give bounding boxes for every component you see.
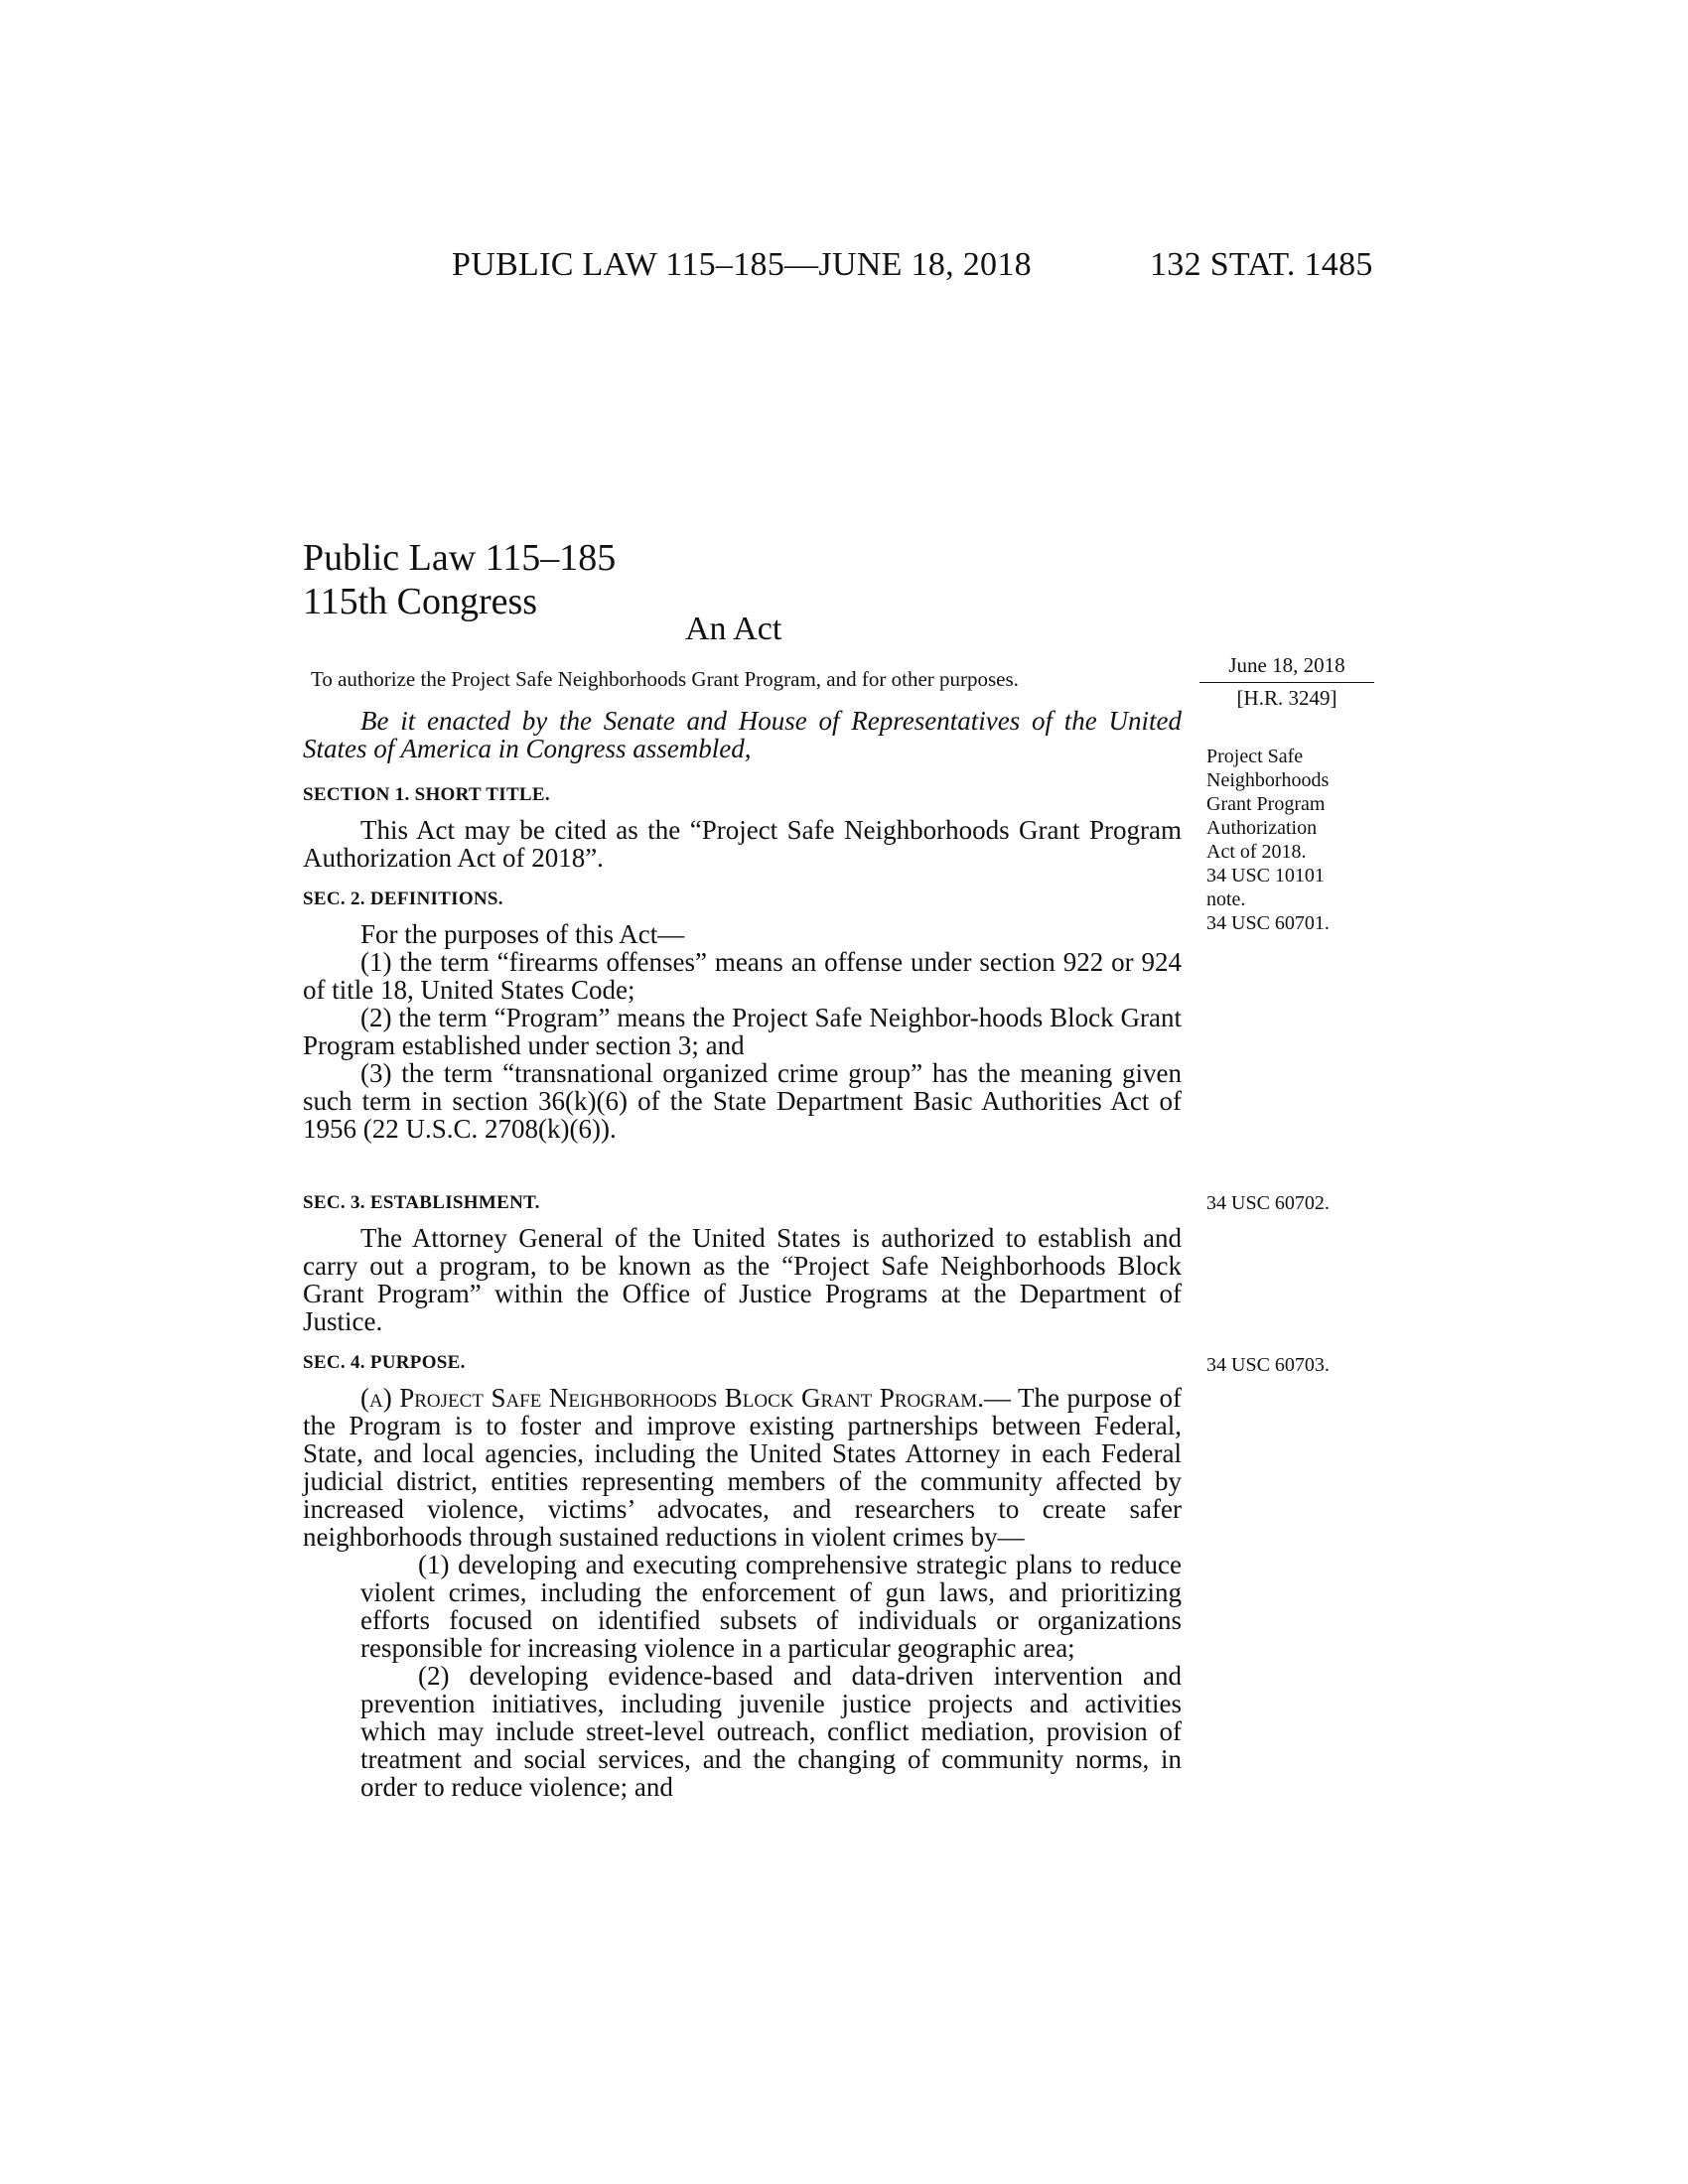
enacting-clause-text: Be it enacted by the Senate and House of Representatives of the United States of America in Congress assembled, xyxy=(303,706,1182,763)
section-4a xyxy=(303,1384,1182,1551)
margin-note-short-title xyxy=(1206,745,1330,935)
margin-line: Act of 2018. xyxy=(1206,841,1307,863)
page-number: 132 STAT. 1485 xyxy=(1150,246,1373,283)
enacting-clause xyxy=(303,707,1182,762)
section-2-body xyxy=(303,920,1182,1143)
section-2-intro: For the purposes of this Act— xyxy=(360,919,685,949)
section-2-para-1: (1) the term “firearms offenses” means an offense under section 922 or 924 of title 18, United States Code; xyxy=(303,947,1182,1005)
margin-line: 34 USC 10101 xyxy=(1206,865,1325,887)
section-4-para-2: (2) developing evidence-based and data-driven intervention and prevention initiatives, including juvenile justice projects and activities which may include street-level outreach, conflict mediation, provision of treatment and social services, and the changing of community norms, in order to reduce violence; and xyxy=(360,1661,1182,1802)
act-heading: An Act xyxy=(685,611,782,647)
section-3-text: The Attorney General of the United States is authorized to establish and carry out a program, to be known as the “Project Safe Neighborhoods Block Grant Program” within the Office of Justice Programs at the Department of Justice. xyxy=(303,1223,1182,1336)
margin-line: Project Safe xyxy=(1206,746,1304,767)
margin-note-sec3: 34 USC 60702. xyxy=(1206,1192,1330,1214)
margin-line: Authorization xyxy=(1206,817,1318,839)
running-head-title: PUBLIC LAW 115–185—JUNE 18, 2018 xyxy=(452,246,1032,283)
bill-number: [H.R. 3249] xyxy=(1236,686,1337,710)
margin-line: 34 USC 60701. xyxy=(1206,912,1330,934)
margin-line: note. xyxy=(1206,888,1246,910)
section-4a-heading: (a) Project Safe Neighborhoods Block Grant Program.— xyxy=(360,1383,1011,1413)
section-2-para-2: (2) the term “Program” means the Project Safe Neighbor-hoods Block Grant Program established under section 3; and xyxy=(303,1003,1182,1060)
margin-line: Neighborhoods xyxy=(1206,769,1330,791)
section-3-heading: SEC. 3. ESTABLISHMENT. xyxy=(303,1192,540,1213)
section-4-body xyxy=(303,1384,1182,1801)
section-1-body xyxy=(303,816,1182,872)
section-2-para-3: (3) the term “transnational organized crime group” has the meaning given such term in section 36(k)(6) of the State Department Basic Authorities Act of 1956 (22 U.S.C. 2708(k)(6)). xyxy=(303,1058,1182,1144)
law-header xyxy=(303,536,616,623)
section-3-body xyxy=(303,1224,1182,1335)
margin-note-sec4: 34 USC 60703. xyxy=(1206,1354,1330,1376)
date-rule xyxy=(1199,682,1374,683)
section-4-heading: SEC. 4. PURPOSE. xyxy=(303,1352,466,1373)
section-4a-text: The purpose of the Program is to foster and improve existing partnerships between Federal, State, and local agencies, including the United States Attorney in each Federal judicial district, entities representing members of the community affected by increased violence, victims’ advocates, and researchers to create safer neighborhoods through sustained reductions in violent crimes by— xyxy=(303,1383,1182,1552)
section-4-para-1: (1) developing and executing comprehensive strategic plans to reduce violent crimes, including the enforcement of gun laws, and prioritizing efforts focused on identified subsets of individuals or organizations responsible for increasing violence in a particular geographic area; xyxy=(360,1550,1182,1663)
section-2-heading: SEC. 2. DEFINITIONS. xyxy=(303,888,503,909)
section-1-heading: SECTION 1. SHORT TITLE. xyxy=(303,784,550,805)
act-purpose: To authorize the Project Safe Neighborhoods Grant Program, and for other purposes. xyxy=(311,667,1019,691)
margin-line: Grant Program xyxy=(1206,793,1326,815)
enactment-date-block xyxy=(1199,653,1374,711)
section-1-text: This Act may be cited as the “Project Safe Neighborhoods Grant Program Authorization Act of 2018”. xyxy=(303,815,1182,873)
law-name: Public Law 115–185 xyxy=(303,537,617,579)
congress: 115th Congress xyxy=(303,581,538,622)
enactment-date: June 18, 2018 xyxy=(1228,653,1345,677)
